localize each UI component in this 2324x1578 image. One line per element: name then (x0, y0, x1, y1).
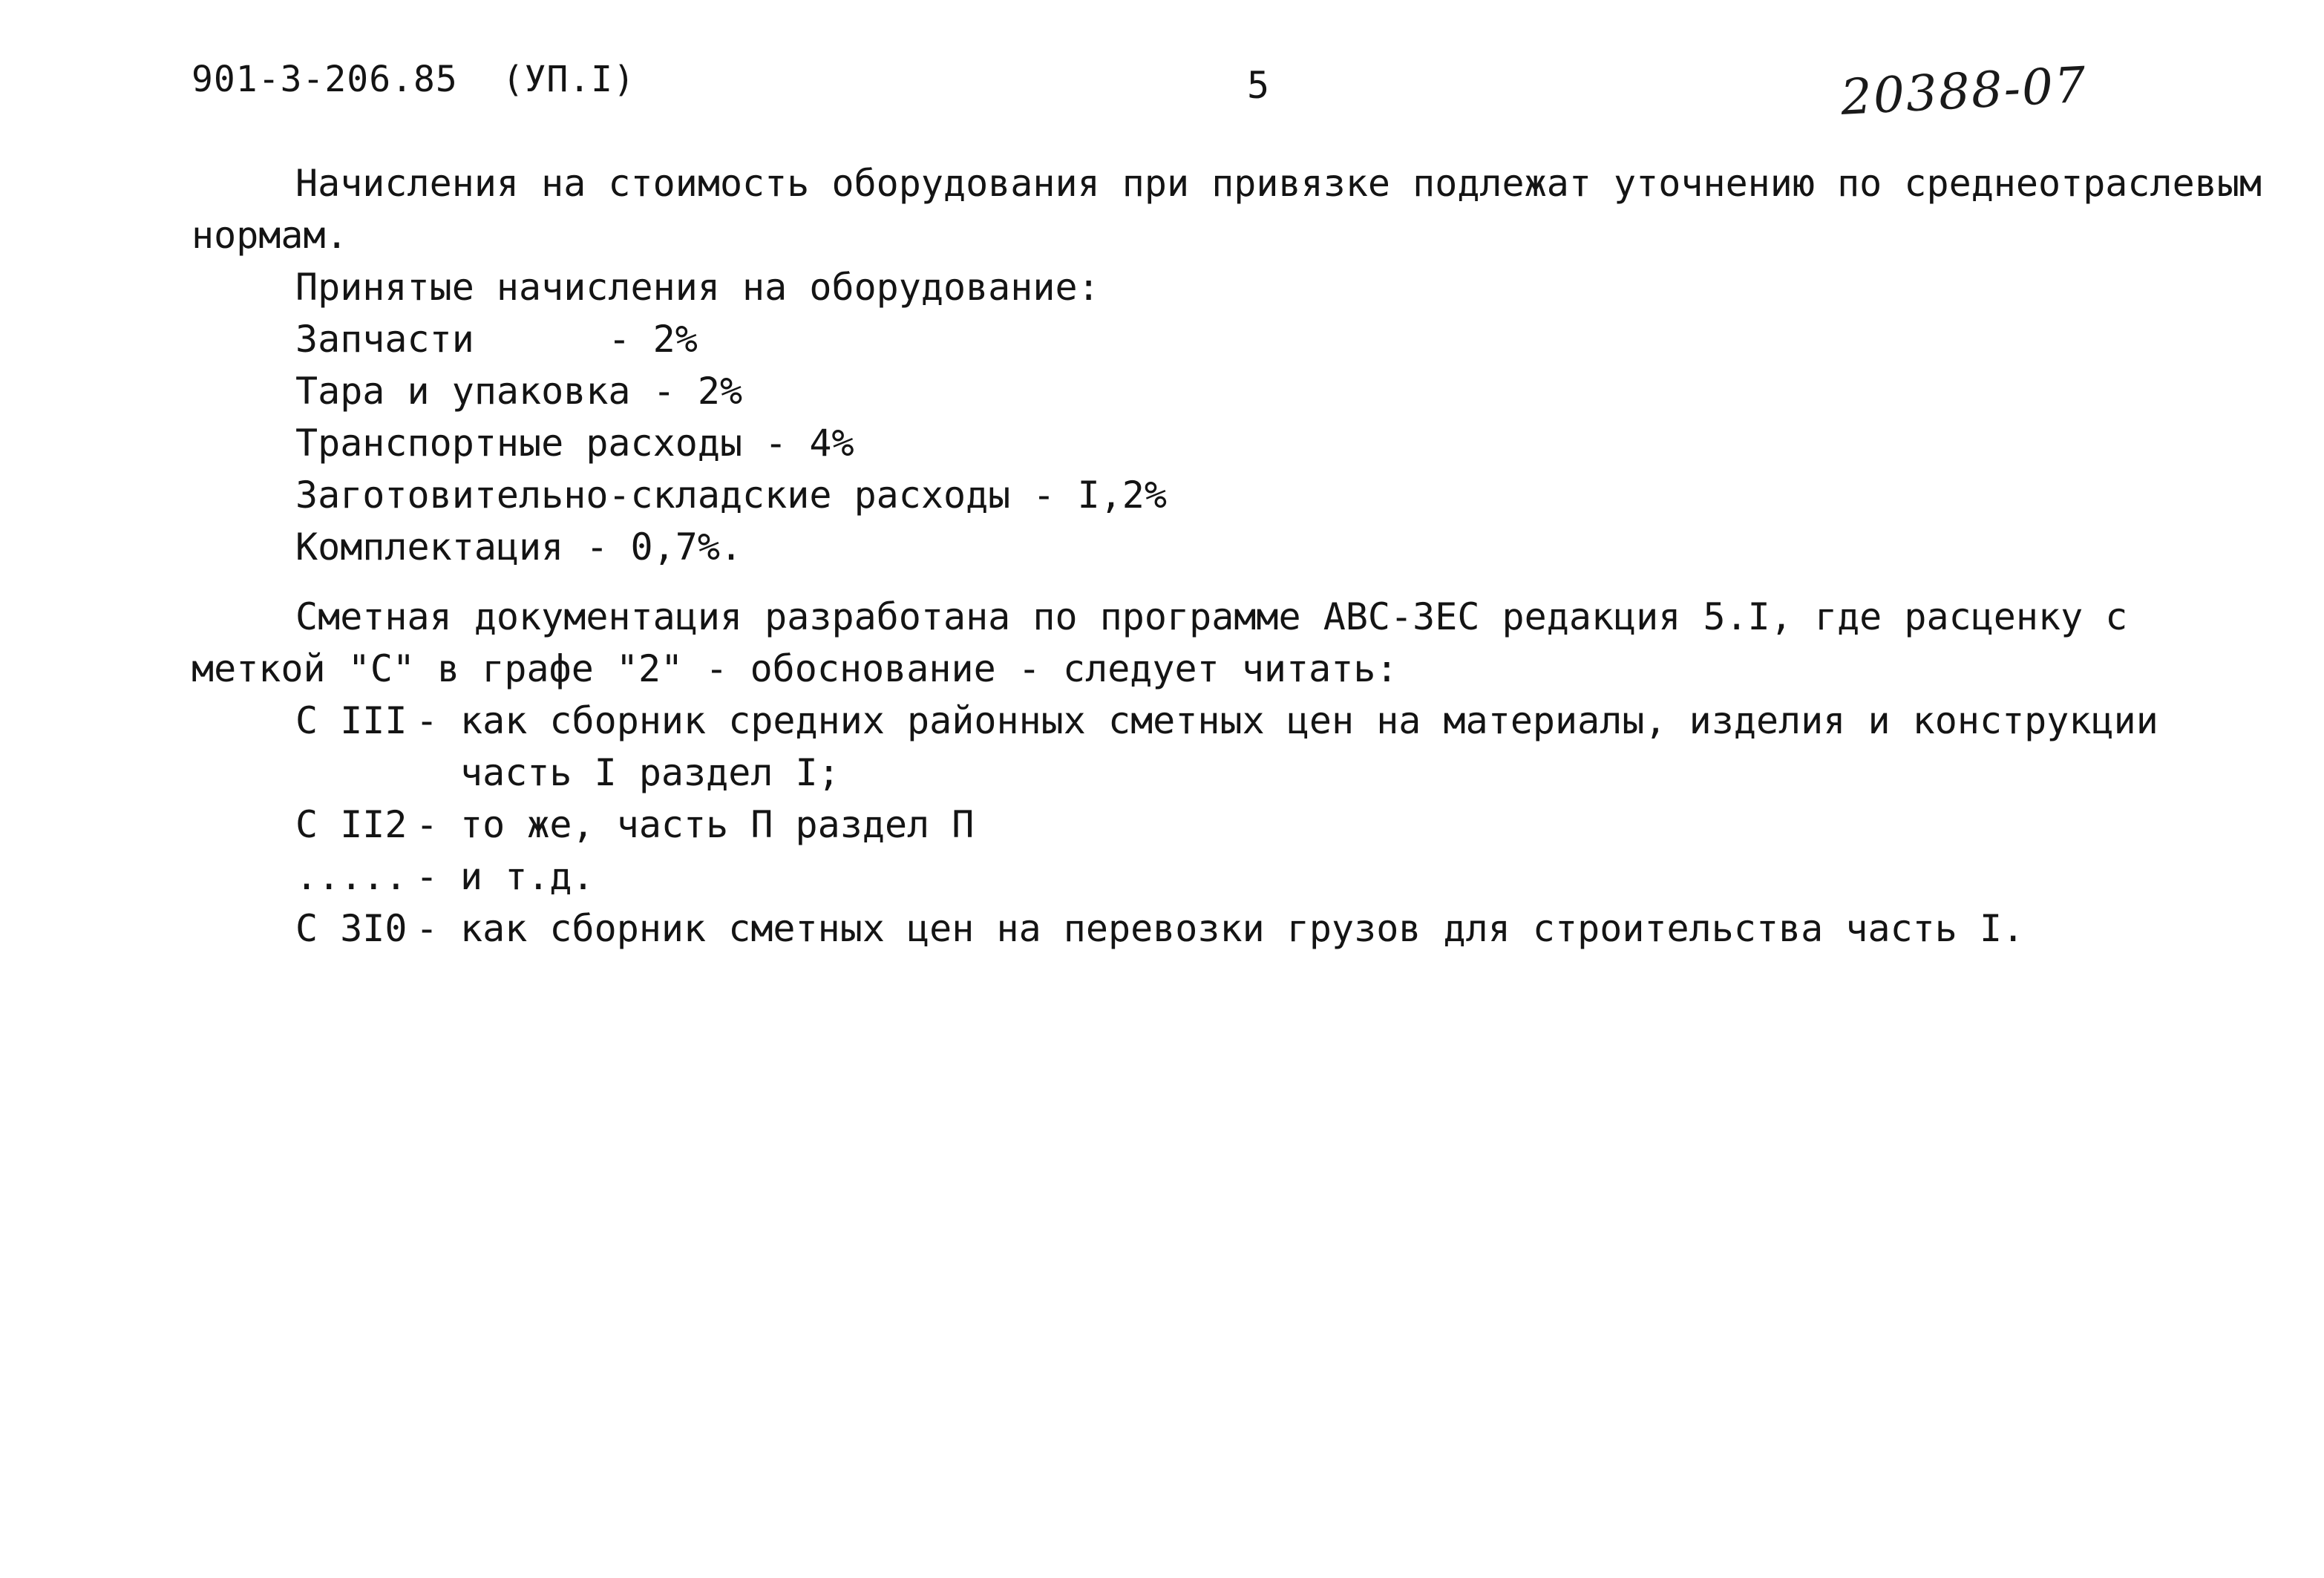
code-description: то же, часть П раздел П (460, 803, 975, 846)
charge-item-transport: Транспортные расходы - 4% (295, 422, 854, 465)
code-description-continued: часть I раздел I; (460, 751, 840, 794)
page-number: 5 (1247, 64, 1270, 107)
code-description: как сборник сметных цен на перевозки грузов для строительства часть I. (460, 907, 2025, 950)
charges-heading: Принятые начисления на оборудование: (295, 266, 1100, 309)
code-label: С 3I0 (295, 907, 407, 950)
paragraph-1-line-2: нормам. (192, 214, 348, 257)
paragraph-2-line-2: меткой "С" в графе "2" - обоснование - следует читать: (192, 647, 1398, 690)
paragraph-2-line-1: Сметная документация разработана по программе АВС-3ЕС редакция 5.I, где расценку с (295, 595, 2128, 638)
code-dash: - (416, 855, 439, 898)
code-description: и т.д. (460, 855, 595, 898)
code-description: как сборник средних районных сметных цен на материалы, изделия и конструкции (460, 699, 2158, 742)
charge-item-spare-parts: Запчасти - 2% (295, 318, 698, 361)
paragraph-1-line-1: Начисления на стоимость оборудования при привязке подлежат уточнению по среднеотраслевым (295, 162, 2262, 205)
charge-item-packaging: Тара и упаковка - 2% (295, 370, 743, 413)
code-dash: - (416, 907, 439, 950)
charge-item-completion: Комплектация - 0,7%. (295, 526, 743, 569)
handwritten-inventory-number: 20388-07 (1839, 56, 2089, 126)
code-dash: - (416, 803, 439, 846)
code-label: С III (295, 699, 407, 742)
document-code: 901-3-206.85 (УП.I) (192, 59, 635, 100)
code-label: ..... (295, 855, 407, 898)
code-label: С II2 (295, 803, 407, 846)
charge-item-storage: Заготовительно-складские расходы - I,2% (295, 474, 1167, 517)
code-dash: - (416, 699, 439, 742)
